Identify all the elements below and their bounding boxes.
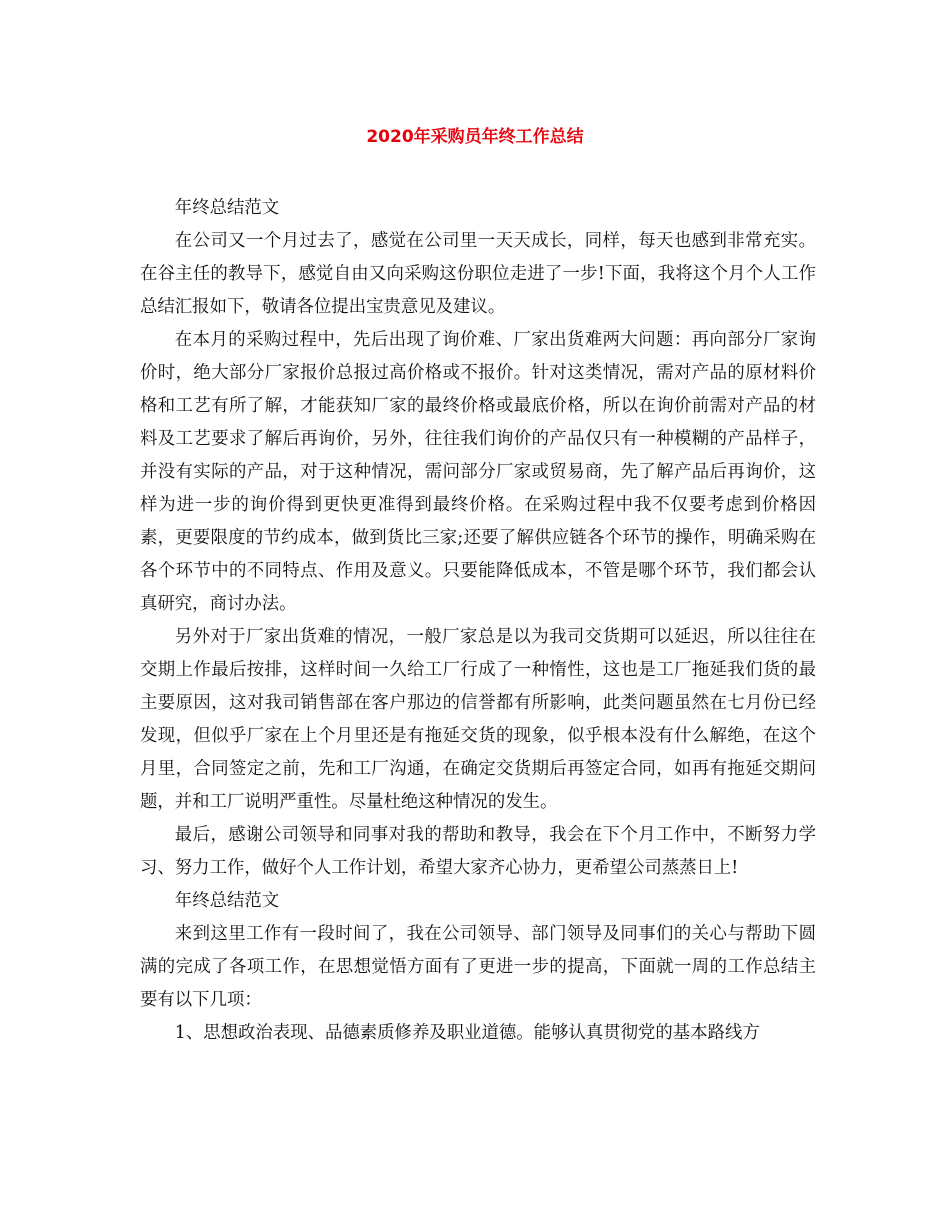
document-title: 2020年采购员年终工作总结 [366, 127, 584, 147]
paragraph-7: 来到这里工作有一段时间了，我在公司领导、部门领导及同事们的关心与帮助下圆满的完成了各项工作，在思想觉悟方面有了更进一步的提高，下面就一周的工作总结主要有以下几项： [140, 924, 816, 1010]
paragraph-2: 在公司又一个月过去了，感觉在公司里一天天成长，同样，每天也感到非常充实。在谷主任的教导下，感觉自由又向采购这份职位走进了一步!下面，我将这个月个人工作总结汇报如下，敬请各位提出宝贵意见及建议。 [140, 231, 816, 317]
paragraph-6: 年终总结范文 [174, 891, 280, 911]
paragraph-4: 另外对于厂家出货难的情况，一般厂家总是以为我司交货期可以延迟，所以往往在交期上作最后按排，这样时间一久给工厂行成了一种惰性，这也是工厂拖延我们货的最主要原因，这对我司销售部在客户那边的信誉都有所影响，此类问题虽然在七月份已经发现，但似乎厂家在上个月里还是有拖延交货的现象，似乎根本没有什么解绝，在这个月里，合同签定之前，先和工厂沟通，在确定交货期后再签定合同，如再有拖延交期问题，并和工厂说明严重性。尽量杜绝这种情况的发生。 [140, 627, 816, 812]
paragraph-1: 年终总结范文 [174, 198, 280, 218]
paragraph-8: 1、思想政治表现、品德素质修养及职业道德。能够认真贯彻党的基本路线方 [174, 1023, 760, 1043]
paragraph-3: 在本月的采购过程中，先后出现了询价难、厂家出货难两大问题：再向部分厂家询价时，绝大部分厂家报价总报过高价格或不报价。针对这类情况，需对产品的原材料价格和工艺有所了解，才能获知厂家的最终价格或最底价格，所以在询价前需对产品的材料及工艺要求了解后再询价，另外，往往我们询价的产品仅只有一种模糊的产品样子，并没有实际的产品，对于这种情况，需问部分厂家或贸易商，先了解产品后再询价，这样为进一步的询价得到更快更准得到最终价格。在采购过程中我不仅要考虑到价格因素，更要限度的节约成本，做到货比三家;还要了解供应链各个环节的操作，明确采购在各个环节中的不同特点、作用及意义。只要能降低成本，不管是哪个环节，我们都会认真研究，商讨办法。 [140, 330, 816, 614]
document-body [140, 192, 816, 1050]
paragraph-5: 最后，感谢公司领导和同事对我的帮助和教导，我会在下个月工作中，不断努力学习、努力工作，做好个人工作计划，希望大家齐心协力，更希望公司蒸蒸日上! [140, 825, 816, 878]
